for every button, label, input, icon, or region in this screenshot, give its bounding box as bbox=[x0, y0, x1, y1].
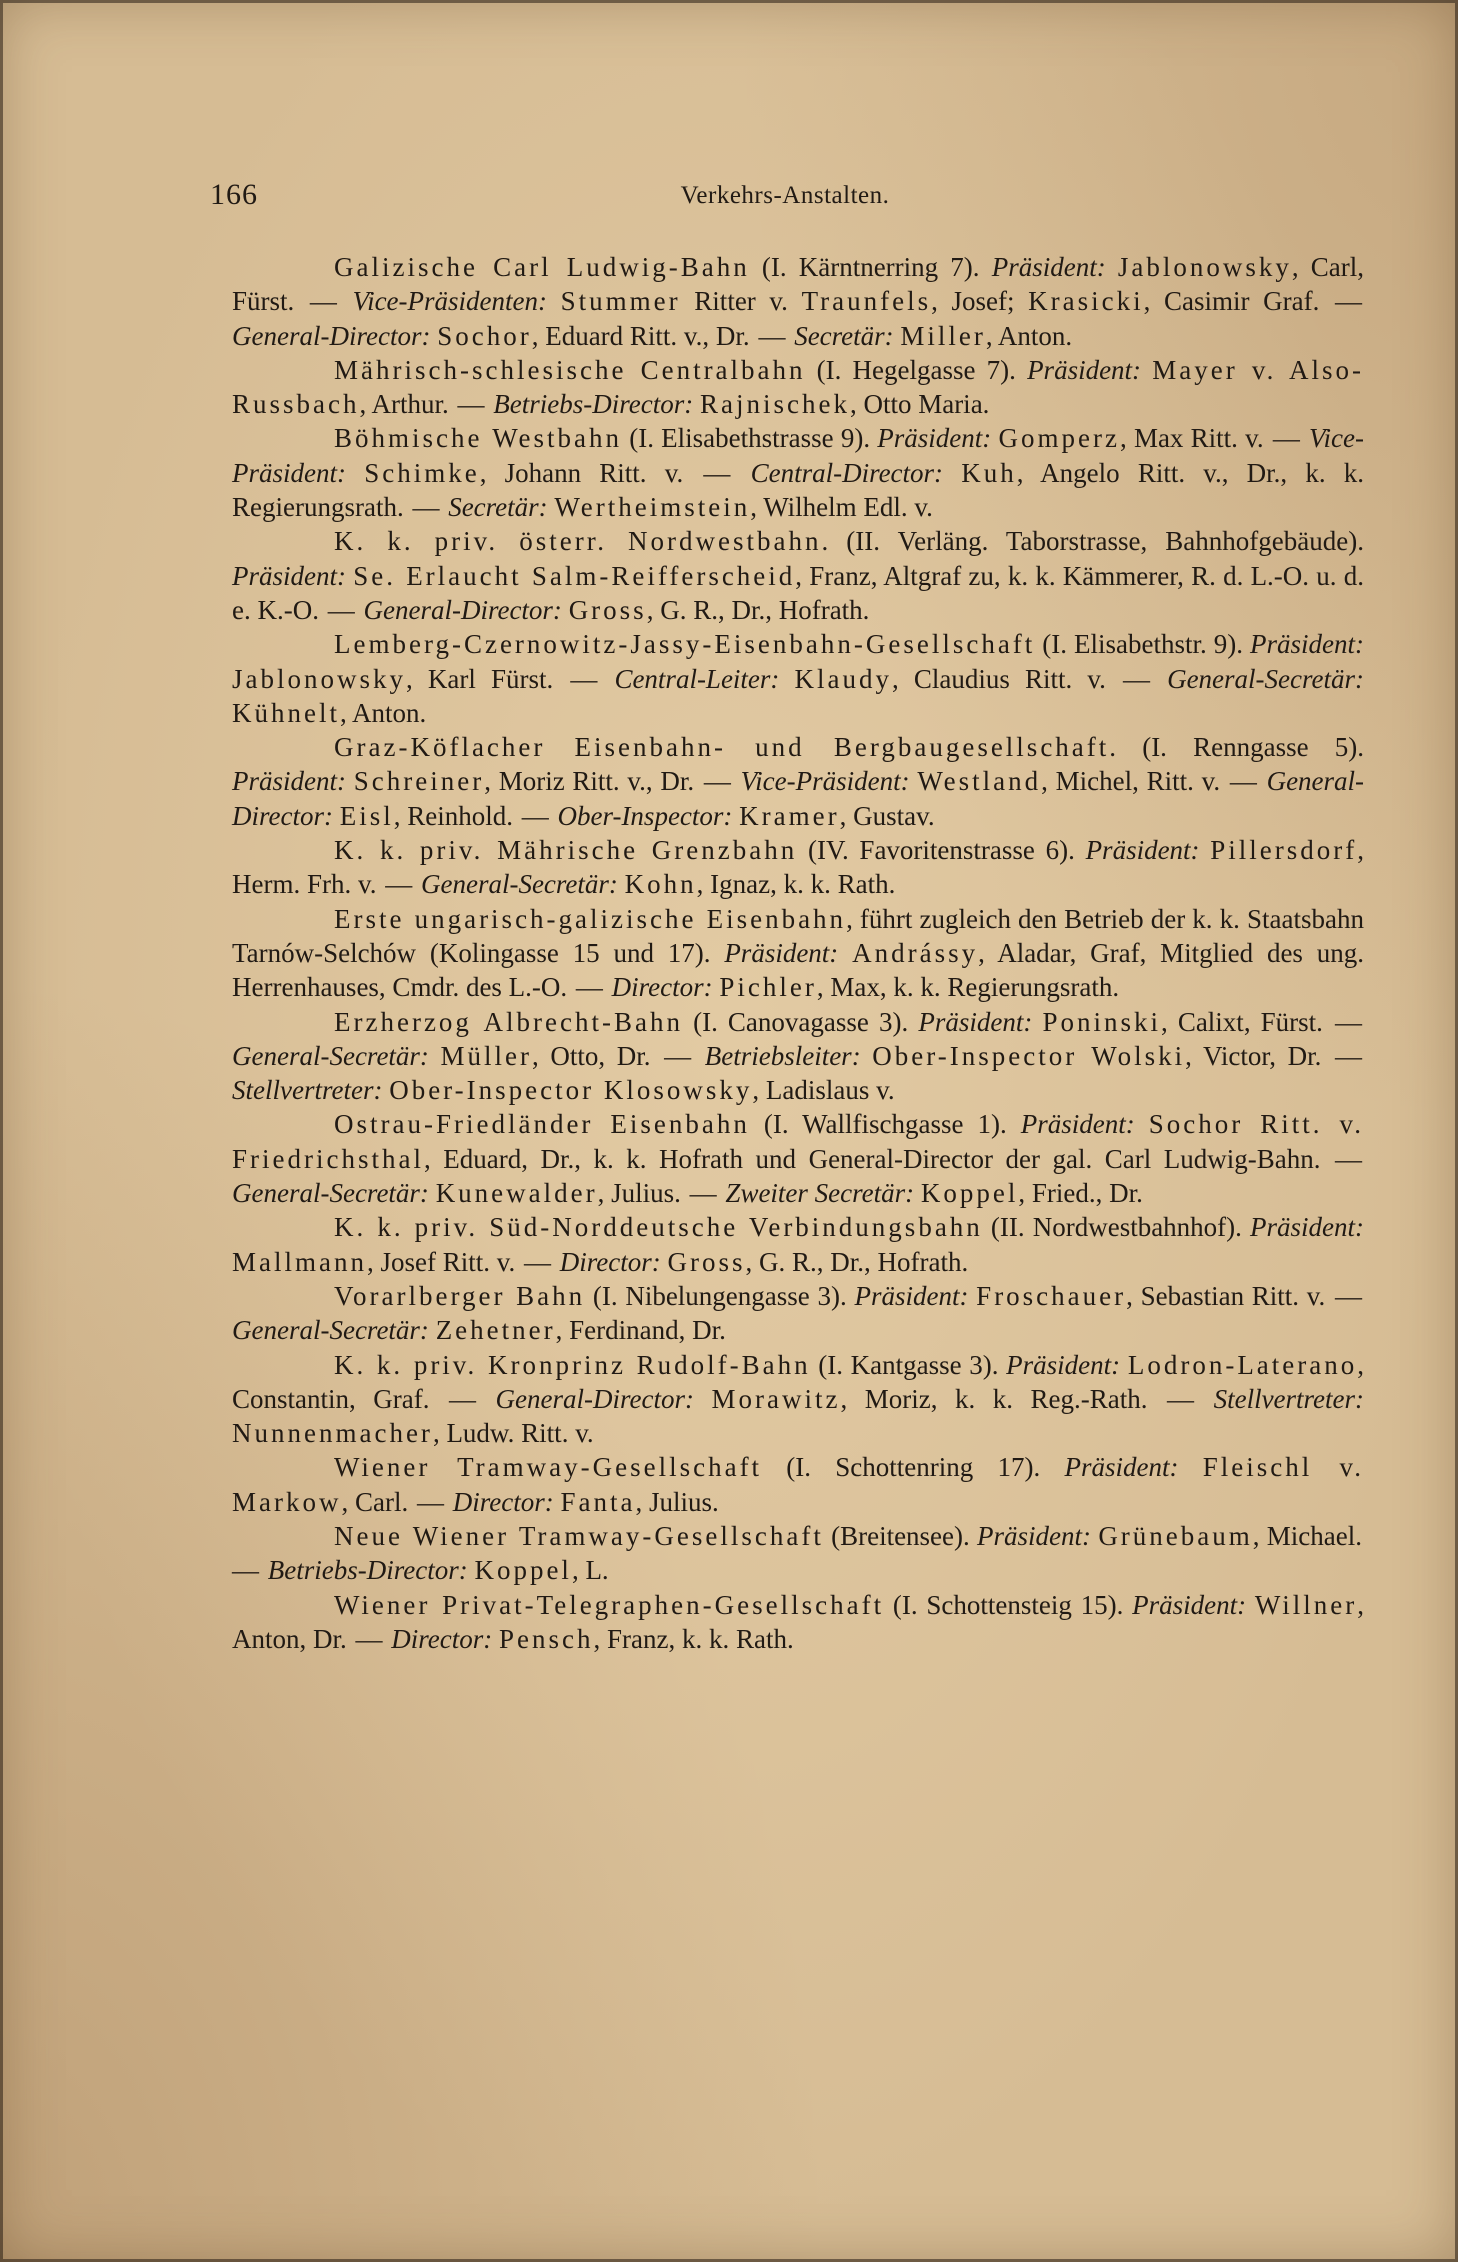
officer-name: Koppel bbox=[474, 1555, 572, 1586]
officer-details: , Ferdinand, Dr. bbox=[555, 1315, 726, 1346]
dash-separator: — bbox=[1321, 286, 1363, 317]
officer-details: , Otto, Dr. bbox=[532, 1040, 651, 1071]
officer-role: Ober-Inspector: bbox=[557, 800, 733, 831]
officer-role: Betriebs-Director: bbox=[493, 389, 694, 420]
officer-role: Präsident: bbox=[232, 560, 346, 591]
officer-name: Andrássy bbox=[852, 937, 979, 968]
officer-details: , Moriz Ritt. v., Dr. bbox=[484, 766, 695, 797]
officer-role: Central-Director: bbox=[750, 457, 944, 488]
officer-role: Präsident: bbox=[1250, 629, 1364, 660]
officer-details: , Karl Fürst. bbox=[406, 663, 554, 694]
officer-name: Fanta bbox=[560, 1486, 636, 1517]
officer-name: Westland bbox=[917, 766, 1042, 797]
officer-name: Pichler bbox=[719, 972, 817, 1003]
officer-role: Präsident: bbox=[724, 937, 839, 968]
officer-details: , Max Ritt. v. bbox=[1119, 423, 1264, 454]
company-name: K. k. priv. Kronprinz Rudolf-Bahn bbox=[334, 1349, 811, 1380]
officer-details: , Ignaz, k. k. Rath. bbox=[696, 869, 896, 900]
company-address: (I. Kärntnerring 7). bbox=[749, 252, 980, 282]
officer-details: , Julius. bbox=[635, 1486, 719, 1517]
officer-name: Krasicki bbox=[1028, 286, 1144, 317]
officer-role: Präsident: bbox=[232, 766, 346, 797]
dash-separator: — bbox=[1149, 1383, 1212, 1414]
page-number: 166 bbox=[210, 178, 258, 211]
company-address: (I. Schottensteig 15). bbox=[884, 1589, 1124, 1620]
officer-role: Vice-Präsident: bbox=[232, 423, 1364, 488]
officer-role: Vice-Präsidenten: bbox=[352, 286, 547, 317]
officer-details: , Carl, Fürst. bbox=[232, 252, 1365, 317]
officer-details: , Casimir Graf. bbox=[1143, 286, 1320, 317]
officer-role: Stellvertreter: bbox=[232, 1075, 383, 1106]
officer-details: , Franz, Altgraf zu, k. k. Kämmerer, R. d. L.-O. u. d. e. K.-O. bbox=[232, 560, 1364, 625]
officer-name: Klaudy bbox=[794, 663, 893, 694]
company-name: Graz-Köflacher Eisenbahn- und Bergbaugesellschaft bbox=[334, 732, 1110, 763]
page-header bbox=[210, 178, 1360, 222]
officer-name: Lodron-Laterano bbox=[1127, 1349, 1358, 1380]
officer-details: , Johann Ritt. v. bbox=[479, 457, 684, 488]
officer-details: , L. bbox=[571, 1555, 609, 1586]
company-address: (II. Nordwestbahnhof). bbox=[982, 1212, 1242, 1243]
dash-separator: — bbox=[1222, 766, 1265, 797]
officer-role: Präsident: bbox=[877, 423, 992, 454]
officer-details: , Victor, Dr. bbox=[1185, 1040, 1322, 1071]
officer-role: Secretär: bbox=[448, 492, 548, 523]
directory-entry bbox=[232, 627, 1364, 730]
officer-details: , Herm. Frh. v. bbox=[232, 835, 1365, 900]
directory-entry bbox=[232, 1450, 1364, 1519]
dash-separator: — bbox=[232, 1555, 266, 1586]
officer-role: Präsident: bbox=[977, 1520, 1092, 1551]
dash-separator: — bbox=[682, 1178, 724, 1209]
officer-role: General-Secretär: bbox=[420, 869, 618, 900]
officer-name: Poninski bbox=[1042, 1006, 1161, 1037]
officer-details: , Ladislaus v. bbox=[752, 1075, 895, 1106]
dash-separator: — bbox=[320, 594, 362, 625]
officer-name: Traunfels bbox=[801, 286, 932, 317]
officer-name: Morawitz bbox=[711, 1383, 841, 1414]
company-name: Lemberg-Czernowitz-Jassy-Eisenbahn-Gesellschaft bbox=[334, 629, 1036, 660]
company-address: (I. Wallfischgasse 1). bbox=[749, 1109, 1007, 1140]
dash-separator: — bbox=[515, 800, 556, 831]
officer-name: Gross bbox=[667, 1246, 746, 1277]
directory-entry bbox=[232, 250, 1364, 353]
dash-separator: — bbox=[1327, 1280, 1362, 1311]
officer-name: Gross bbox=[568, 594, 647, 625]
directory-entry bbox=[232, 833, 1364, 902]
officer-role: Vice-Präsident: bbox=[740, 766, 910, 797]
company-address: . (I. Renngasse 5). bbox=[1109, 732, 1364, 763]
officer-role: General-Director: bbox=[232, 320, 431, 351]
dash-separator: — bbox=[1322, 1143, 1362, 1174]
company-address: (I. Hegelgasse 7). bbox=[805, 354, 1016, 385]
officer-role: Central-Leiter: bbox=[614, 663, 780, 694]
directory-entry bbox=[232, 421, 1364, 524]
officer-role: Director: bbox=[559, 1246, 661, 1277]
company-name: Vorarlberger Bahn bbox=[334, 1280, 586, 1311]
dash-separator: — bbox=[378, 869, 419, 900]
directory-entry bbox=[232, 1279, 1364, 1348]
officer-role: Präsident: bbox=[1132, 1589, 1247, 1620]
directory-entry bbox=[232, 353, 1364, 422]
officer-details: , Angelo Ritt. v., Dr., k. k. Regierungsrath. bbox=[232, 457, 1365, 523]
officer-details: , Constantin, Graf. bbox=[232, 1349, 1365, 1414]
officer-role: Präsident: bbox=[1064, 1452, 1179, 1483]
officer-name: Eisl bbox=[339, 800, 394, 831]
officer-name: Zehetner bbox=[435, 1315, 556, 1346]
officer-name: Müller bbox=[440, 1040, 533, 1071]
dash-separator: — bbox=[405, 492, 447, 523]
company-name: Erste ungarisch-galizische Eisenbahn bbox=[334, 903, 847, 934]
officer-name: Willner bbox=[1254, 1589, 1358, 1620]
officer-name: Stummer bbox=[560, 286, 681, 317]
officer-role: Zweiter Secretär: bbox=[725, 1178, 915, 1209]
officer-role: Präsident: bbox=[991, 252, 1106, 282]
directory-entry bbox=[232, 730, 1364, 833]
officer-role: General-Secretär: bbox=[232, 1040, 429, 1071]
officer-name: Mayer v. Also-Russbach bbox=[232, 354, 1364, 420]
officer-details: , Josef; bbox=[931, 286, 1029, 317]
officer-role: Betriebs-Director: bbox=[267, 1555, 468, 1586]
officer-name: Schreiner bbox=[353, 766, 485, 797]
officer-details: , Otto Maria. bbox=[849, 389, 990, 420]
dash-separator: — bbox=[348, 1623, 390, 1654]
company-name: K. k. priv. österr. Nordwestbahn bbox=[334, 526, 822, 557]
officer-details: , Julius. bbox=[597, 1178, 681, 1209]
officer-details: , Michel, Ritt. v. bbox=[1041, 766, 1221, 797]
officer-role: Präsident: bbox=[854, 1280, 969, 1311]
officer-details: , Claudius Ritt. v. bbox=[892, 663, 1106, 694]
dash-separator: — bbox=[1107, 663, 1166, 694]
officer-name: Kramer bbox=[739, 800, 840, 831]
officer-details: Ritter v. bbox=[680, 286, 802, 317]
officer-name: Gomperz bbox=[998, 423, 1120, 454]
officer-name: Pensch bbox=[498, 1623, 594, 1654]
officer-details: , G. R., Dr., Hofrath. bbox=[646, 594, 870, 625]
officer-role: General-Director: bbox=[363, 594, 562, 625]
officer-details: , Max, k. k. Regierungsrath. bbox=[816, 972, 1120, 1003]
directory-entry bbox=[232, 1588, 1364, 1657]
officer-details: , Michael. bbox=[1252, 1520, 1363, 1551]
officer-name: Miller bbox=[900, 320, 986, 351]
officer-name: Jablonowsky bbox=[232, 663, 406, 694]
dash-separator: — bbox=[517, 1246, 558, 1277]
officer-role: General-Director: bbox=[495, 1383, 694, 1414]
officer-name: Ober-Inspector Wolski bbox=[872, 1040, 1186, 1071]
officer-role: Präsident: bbox=[1020, 1109, 1135, 1140]
officer-details: , Calixt, Fürst. bbox=[1160, 1006, 1323, 1037]
directory-entry bbox=[232, 524, 1364, 627]
dash-separator: — bbox=[296, 286, 351, 317]
dash-separator: — bbox=[450, 389, 492, 420]
officer-role: Director: bbox=[611, 972, 713, 1003]
officer-name: Fleischl v. Markow bbox=[232, 1452, 1365, 1517]
officer-name: Se. Erlaucht Salm-Reifferscheid bbox=[353, 560, 796, 591]
officer-name: Jablonowsky bbox=[1117, 252, 1292, 282]
officer-details: , Fried., Dr. bbox=[1018, 1178, 1143, 1209]
company-address: (I. Elisabethstr. 9). bbox=[1035, 629, 1243, 660]
officer-details: , Anton. bbox=[985, 320, 1073, 351]
officer-details: , Eduard, Dr., k. k. Hofrath und General-Director der gal. Carl Ludwig-Bahn. bbox=[423, 1143, 1321, 1174]
directory-entry bbox=[232, 1519, 1364, 1588]
officer-name: Schimke bbox=[364, 457, 480, 488]
dash-separator: — bbox=[410, 1486, 451, 1517]
directory-entry bbox=[232, 1210, 1364, 1279]
officer-name: Kunewalder bbox=[435, 1178, 598, 1209]
officer-details: , Arthur. bbox=[359, 389, 449, 420]
officer-role: General-Secretär: bbox=[232, 1315, 429, 1346]
company-name: K. k. priv. Mährische Grenzbahn bbox=[334, 835, 798, 866]
officer-name: Mallmann bbox=[232, 1246, 367, 1277]
company-name: Wiener Privat-Telegraphen-Gesellschaft bbox=[334, 1589, 885, 1620]
directory-entry bbox=[232, 1005, 1364, 1108]
officer-role: Betriebsleiter: bbox=[704, 1040, 861, 1071]
directory-entries bbox=[232, 250, 1364, 1656]
dash-separator: — bbox=[555, 663, 613, 694]
dash-separator: — bbox=[569, 972, 610, 1003]
officer-name: Koppel bbox=[920, 1178, 1019, 1209]
officer-details: , Ludw. Ritt. v. bbox=[432, 1418, 594, 1449]
company-address: (Breitensee). bbox=[823, 1520, 970, 1551]
officer-name: Nunnenmacher bbox=[232, 1418, 433, 1449]
dash-separator: — bbox=[652, 1040, 703, 1071]
company-name: Mährisch-schlesische Centralbahn bbox=[334, 354, 806, 385]
officer-role: Director: bbox=[391, 1623, 493, 1654]
officer-role: Präsident: bbox=[1027, 354, 1142, 385]
dash-separator: — bbox=[751, 320, 793, 351]
officer-name: Kuh bbox=[961, 457, 1017, 488]
officer-role: General-Secretär: bbox=[232, 1178, 429, 1209]
company-name: Galizische Carl Ludwig-Bahn bbox=[334, 252, 750, 282]
officer-details: , Moriz, k. k. Reg.-Rath. bbox=[840, 1383, 1148, 1414]
directory-entry bbox=[232, 1107, 1364, 1210]
officer-details: , Sebastian Ritt. v. bbox=[1126, 1280, 1326, 1311]
officer-details: , Anton. bbox=[340, 697, 427, 728]
officer-details: , Franz, k. k. Rath. bbox=[593, 1623, 794, 1654]
officer-details: , Carl. bbox=[341, 1486, 409, 1517]
company-address: (IV. Favoritenstrasse 6). bbox=[797, 835, 1075, 866]
officer-name: Sochor bbox=[437, 320, 532, 351]
company-address: (I. Kantgasse 3). bbox=[810, 1349, 999, 1380]
company-address: (I. Nibelungengasse 3). bbox=[585, 1280, 847, 1311]
dash-separator: — bbox=[1323, 1040, 1362, 1071]
officer-details: , Anton, Dr. bbox=[232, 1589, 1365, 1654]
dash-separator: — bbox=[431, 1383, 494, 1414]
officer-details: , Wilhelm Edl. v. bbox=[750, 492, 933, 523]
directory-entry bbox=[232, 902, 1364, 1005]
officer-role: Präsident: bbox=[1085, 835, 1200, 866]
officer-role: Präsident: bbox=[1006, 1349, 1121, 1380]
company-name: K. k. priv. Süd-Norddeutsche Verbindungsbahn bbox=[334, 1212, 983, 1243]
directory-entry bbox=[232, 1348, 1364, 1451]
officer-name: Wertheimstein bbox=[554, 492, 751, 523]
dash-separator: — bbox=[685, 457, 749, 488]
officer-name: Rajnischek bbox=[699, 389, 850, 420]
company-name: Erzherzog Albrecht-Bahn bbox=[334, 1006, 683, 1037]
officer-role: Präsident: bbox=[918, 1006, 1033, 1037]
company-address: (I. Elisabethstrasse 9). bbox=[622, 423, 871, 454]
company-address: . (II. Verläng. Taborstrasse, Bahnhofgebäude). bbox=[821, 526, 1364, 557]
company-name: Ostrau-Friedländer Eisenbahn bbox=[334, 1109, 750, 1140]
officer-role: Stellvertreter: bbox=[1213, 1383, 1365, 1414]
officer-name: Kohn bbox=[624, 869, 697, 900]
officer-details: , Gustav. bbox=[839, 800, 935, 831]
officer-details: , Aladar, Graf, Mitglied des ung. Herrenhauses, Cmdr. des L.-O. bbox=[232, 937, 1365, 1003]
officer-role: Secretär: bbox=[794, 320, 894, 351]
company-address: (I. Schottenring 17). bbox=[762, 1452, 1041, 1483]
company-name: Wiener Tramway-Gesellschaft bbox=[334, 1452, 763, 1483]
officer-name: Sochor Ritt. v. Friedrichsthal bbox=[232, 1109, 1365, 1174]
officer-name: Pillersdorf bbox=[1210, 835, 1358, 866]
officer-role: General-Director: bbox=[232, 766, 1365, 831]
dash-separator: — bbox=[696, 766, 739, 797]
officer-role: Präsident: bbox=[1250, 1212, 1365, 1243]
officer-name: Kühnelt bbox=[232, 697, 340, 728]
officer-role: General-Secretär: bbox=[1167, 663, 1365, 694]
company-address: , führt zugleich den Betrieb der k. k. Staatsbahn Tarnów-Selchów (Kolingasse 15 und 17). bbox=[232, 903, 1364, 968]
officer-details: , Josef Ritt. v. bbox=[366, 1246, 516, 1277]
officer-details: , G. R., Dr., Hofrath. bbox=[745, 1246, 969, 1277]
officer-details: , Reinhold. bbox=[393, 800, 513, 831]
officer-role: Director: bbox=[452, 1486, 554, 1517]
company-name: Böhmische Westbahn bbox=[334, 423, 623, 454]
running-head: Verkehrs-Anstalten. bbox=[680, 182, 890, 209]
officer-name: Froschauer bbox=[976, 1280, 1127, 1311]
dash-separator: — bbox=[1265, 423, 1308, 454]
company-address: (I. Canovagasse 3). bbox=[682, 1006, 909, 1037]
dash-separator: — bbox=[1324, 1006, 1363, 1037]
officer-details: , Eduard Ritt. v., Dr. bbox=[531, 320, 750, 351]
company-name: Neue Wiener Tramway-Gesellschaft bbox=[334, 1520, 824, 1551]
officer-name: Ober-Inspector Klosowsky bbox=[389, 1075, 753, 1106]
officer-name: Grünebaum bbox=[1098, 1520, 1253, 1551]
